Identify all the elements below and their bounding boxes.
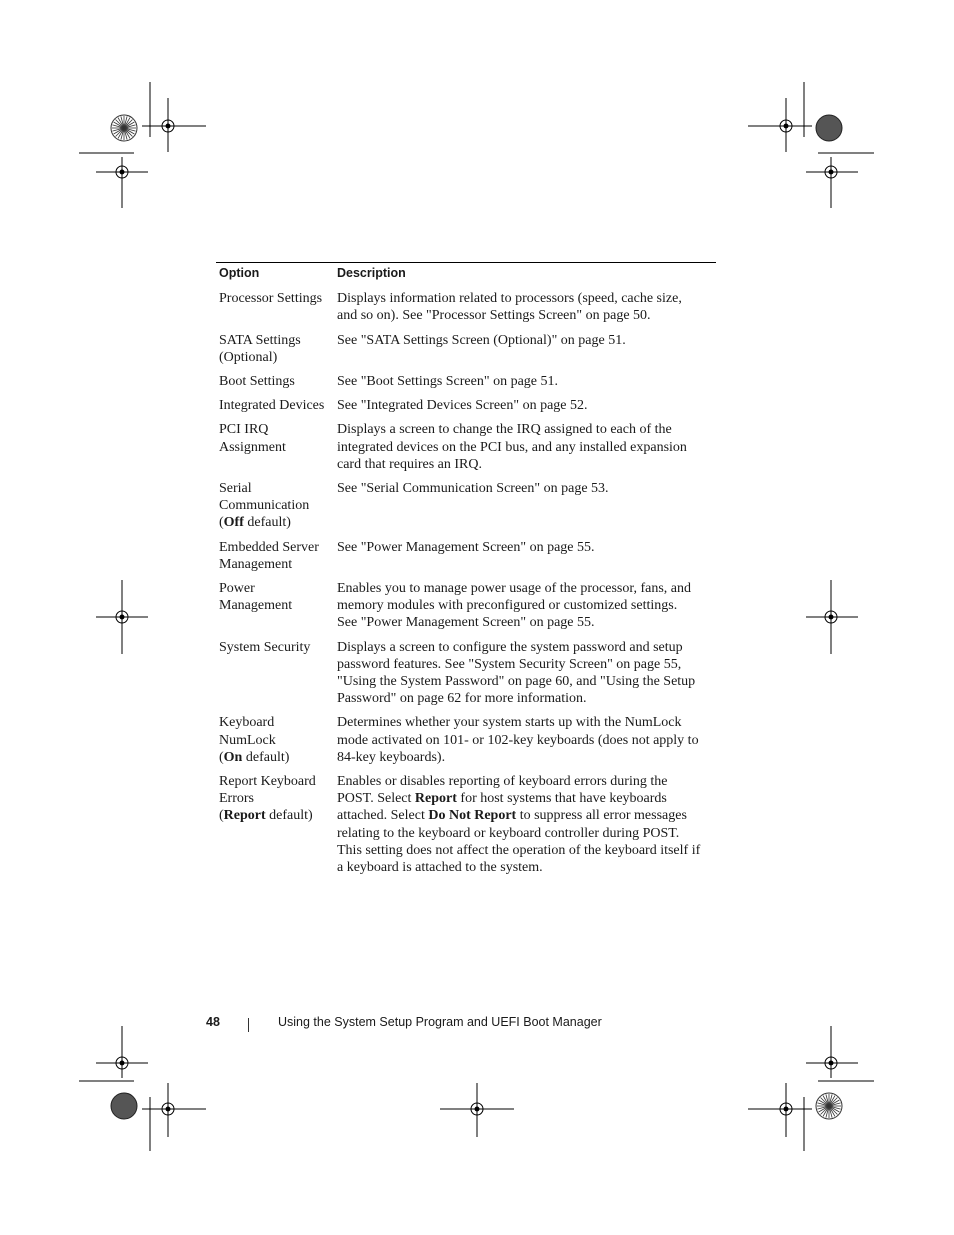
option-cell: Keyboard NumLock (On default) (219, 715, 290, 765)
table-row (216, 421, 716, 480)
table-row (216, 332, 716, 373)
default-value: Report (223, 808, 266, 824)
description-cell: See "Power Management Screen" on page 55. (337, 539, 595, 555)
default-value: On (223, 749, 243, 765)
description-cell: See "Boot Settings Screen" on page 51. (337, 374, 559, 390)
option-cell: Report Keyboard Errors (Report default) (219, 774, 316, 824)
table-row (216, 397, 716, 421)
description-cell: Enables you to manage power usage of the processor, fans, and memory modules with preconfigured or customized settings. See "Power Management Screen" on page 55. (337, 581, 691, 631)
page-number: 48 (206, 1015, 220, 1029)
footer-separator (248, 1018, 249, 1032)
emphasis: Do Not Report (428, 808, 517, 824)
description-cell: See "Integrated Devices Screen" on page 52. (337, 398, 588, 414)
table-row (216, 714, 716, 773)
option-cell: System Security (219, 639, 311, 655)
registration-rosette-icon (816, 1093, 842, 1119)
registration-rosette-icon (816, 115, 842, 141)
registration-rosette-icon (111, 115, 137, 141)
emphasis: Report (414, 791, 457, 807)
option-cell: Serial Communication (Off default) (219, 481, 310, 531)
option-cell: Boot Settings (219, 374, 295, 390)
footer-title: Using the System Setup Program and UEFI Boot Manager (278, 1015, 602, 1029)
option-cell: Integrated Devices (219, 398, 325, 414)
header-description: Description (334, 263, 716, 289)
table-row (216, 580, 716, 639)
table-row (216, 288, 716, 331)
table-row (216, 773, 716, 883)
table-row (216, 539, 716, 580)
page-footer (0, 1015, 954, 1035)
option-cell: Processor Settings (219, 291, 323, 307)
table-row (216, 639, 716, 715)
options-table (216, 262, 716, 883)
description-cell: Determines whether your system starts up with the NumLock mode activated on 101- or 102-key keyboards (does not apply to 84-key keyboards). (337, 715, 699, 765)
table-body (216, 288, 716, 883)
default-value: Off (223, 515, 244, 531)
description-cell: Displays a screen to change the IRQ assigned to each of the integrated devices on the PCI bus, and any installed expansion card that requires an IRQ. (337, 422, 687, 472)
description-cell: See "SATA Settings Screen (Optional)" on page 51. (337, 332, 626, 348)
option-cell: Embedded Server Management (219, 539, 319, 572)
description-cell: Displays information related to processors (speed, cache size, and so on). See "Processor Settings Screen" on page 50. (337, 291, 682, 324)
option-cell: SATA Settings (Optional) (219, 332, 301, 365)
header-option: Option (216, 263, 334, 289)
registration-rosette-icon (111, 1093, 137, 1119)
option-cell: PCI IRQ Assignment (219, 422, 286, 455)
option-cell: Power Management (219, 581, 293, 614)
table-header-row (216, 263, 716, 289)
table-row (216, 480, 716, 539)
description-cell: Displays a screen to configure the system password and setup password features. See "System Security Screen" on page 55, "Using the System Password" on page 60, and "Using the Setup Password" on page 62 for more information. (337, 639, 696, 707)
description-cell: Enables or disables reporting of keyboard errors during the POST. Select Report for host systems that have keyboards attached. Select Do Not Report to suppress all error messages relating to the keyboard or keyboard controller during POST. This setting does not affect the operation of the keyboard itself if a keyboard is attached to the system. (337, 774, 701, 876)
table-row (216, 373, 716, 397)
description-cell: See "Serial Communication Screen" on page 53. (337, 481, 609, 497)
